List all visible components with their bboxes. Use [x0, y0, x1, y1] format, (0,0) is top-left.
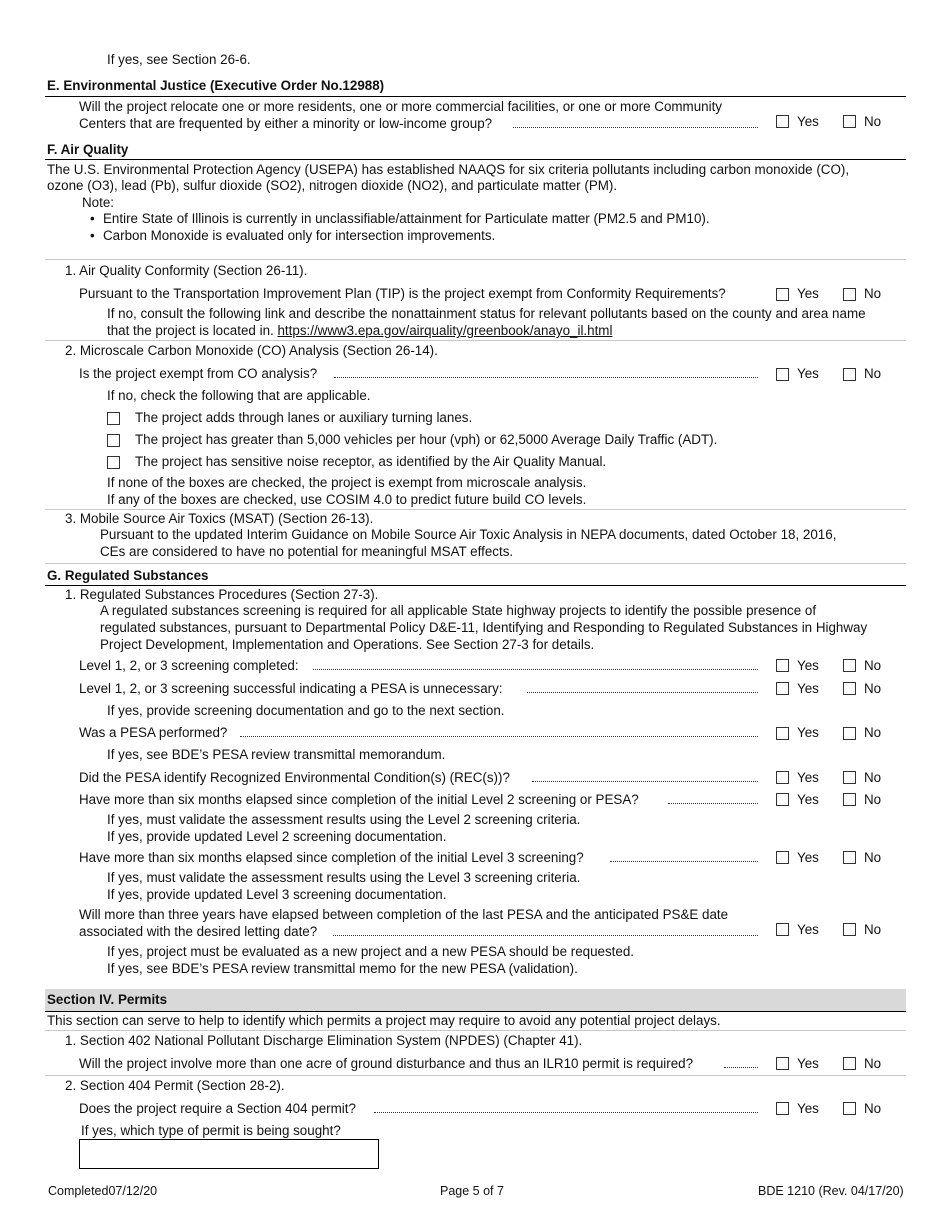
no-label: No: [864, 1056, 882, 1071]
footer-completed: [48, 1183, 157, 1199]
three-years-note-line1: If yes, project must be evaluated as a new project and a new PESA should be requested.: [107, 944, 635, 959]
conformity-note-text: that the project is located in.: [107, 323, 274, 338]
conformity-no-checkbox[interactable]: [843, 288, 856, 301]
level2-note-line2: If yes, provide updated Level 2 screening documentation.: [107, 829, 447, 844]
npdes-title: 1. Section 402 National Pollutant Discharge Elimination System (NPDES) (Chapter 41).: [65, 1033, 583, 1048]
dot-leader: [668, 803, 758, 804]
pesa-performed-no-checkbox[interactable]: [843, 727, 856, 740]
note-bullet-2: Carbon Monoxide is evaluated only for intersection improvements.: [103, 228, 496, 243]
reg-substances-line1: A regulated substances screening is required for all applicable State highway projects to identify the possible presence of: [100, 603, 817, 618]
greenbook-link[interactable]: https://www3.epa.gov/airquality/greenbook/anayo_il.html: [277, 323, 613, 338]
completed-date: 07/12/20: [108, 1184, 158, 1198]
section404-title: 2. Section 404 Permit (Section 28-2).: [65, 1078, 285, 1093]
level3-elapsed-yes-checkbox[interactable]: [776, 851, 789, 864]
no-label: No: [864, 792, 882, 807]
conformity-note-line1: If no, consult the following link and describe the nonattainment status for relevant pollutants based on the county and area name: [107, 306, 866, 321]
page-number: Page 5 of 7: [440, 1184, 504, 1198]
dot-leader: [724, 1067, 758, 1068]
yes-label: Yes: [797, 770, 819, 785]
yes-label: Yes: [797, 725, 819, 740]
rec-yes-checkbox[interactable]: [776, 771, 789, 784]
divider: [45, 509, 906, 510]
dot-leader: [513, 127, 758, 128]
pesa-performed-yes-checkbox[interactable]: [776, 727, 789, 740]
reg-substances-title: 1. Regulated Substances Procedures (Section 27-3).: [65, 587, 379, 602]
co-analysis-question: Is the project exempt from CO analysis?: [79, 366, 318, 381]
msat-line1: Pursuant to the updated Interim Guidance on Mobile Source Air Toxic Analysis in NEPA documents, dated October 18, 2016,: [100, 527, 837, 542]
yes-label: Yes: [797, 658, 819, 673]
air-quality-intro-line2: ozone (O3), lead (Pb), sulfur dioxide (SO2), nitrogen dioxide (NO2), and particulate matter (PM).: [47, 178, 618, 193]
screening-completed-yes-checkbox[interactable]: [776, 659, 789, 672]
divider: [45, 259, 906, 260]
divider: [45, 1030, 906, 1031]
permit-type-prompt: If yes, which type of permit is being sought?: [81, 1123, 341, 1138]
yes-label: Yes: [797, 850, 819, 865]
reg-substances-line3: Project Development, Implementation and Operations. See Section 27-3 for details.: [100, 637, 595, 652]
reg-substances-line2: regulated substances, pursuant to Departmental Policy D&E-11, Identifying and Responding to Regulated Substances in Highway: [100, 620, 868, 635]
no-label: No: [864, 1101, 882, 1116]
air-conformity-question: Pursuant to the Transportation Improvement Plan (TIP) is the project exempt from Conformity Requirements?: [79, 286, 726, 301]
co-option1-label: The project adds through lanes or auxiliary turning lanes.: [135, 410, 473, 425]
screening-successful-note: If yes, provide screening documentation and go to the next section.: [107, 703, 505, 718]
dot-leader: [334, 377, 758, 378]
level3-elapsed-question: Have more than six months elapsed since completion of the initial Level 3 screening?: [79, 850, 584, 865]
no-label: No: [864, 725, 882, 740]
yes-label: Yes: [797, 681, 819, 696]
no-label: No: [864, 922, 882, 937]
three-years-yes-checkbox[interactable]: [776, 923, 789, 936]
note-bullet-1: Entire State of Illinois is currently in unclassifiable/attainment for Particulate matter (PM2.5 and PM10).: [103, 211, 710, 226]
section-iv-title: Section IV. Permits: [47, 992, 168, 1007]
form-id: BDE 1210 (Rev. 04/17/20): [758, 1184, 904, 1198]
divider: [45, 340, 906, 341]
no-label: No: [864, 681, 882, 696]
co-check-intro: If no, check the following that are applicable.: [107, 388, 371, 403]
dot-leader: [374, 1112, 758, 1113]
section-iv-rule: [45, 1011, 906, 1012]
level3-note-line2: If yes, provide updated Level 3 screening documentation.: [107, 887, 447, 902]
bullet-icon: •: [90, 228, 95, 243]
section-iv-header-band: [45, 989, 906, 1011]
yes-label: Yes: [797, 922, 819, 937]
screening-successful-question: Level 1, 2, or 3 screening successful indicating a PESA is unnecessary:: [79, 681, 503, 696]
npdes-yes-checkbox[interactable]: [776, 1057, 789, 1070]
section-e-rule: [45, 96, 906, 97]
three-years-no-checkbox[interactable]: [843, 923, 856, 936]
section404-question: Does the project require a Section 404 permit?: [79, 1101, 356, 1116]
pesa-performed-question: Was a PESA performed?: [79, 725, 228, 740]
section-f-rule: [45, 159, 906, 160]
co-note-line2: If any of the boxes are checked, use COSIM 4.0 to predict future build CO levels.: [107, 492, 587, 507]
intro-line: If yes, see Section 26-6.: [107, 52, 251, 67]
screening-successful-yes-checkbox[interactable]: [776, 682, 789, 695]
co-option3-label: The project has sensitive noise receptor, as identified by the Air Quality Manual.: [135, 454, 607, 469]
dot-leader: [610, 861, 758, 862]
screening-completed-no-checkbox[interactable]: [843, 659, 856, 672]
yes-label: Yes: [797, 286, 819, 301]
pesa-performed-note: If yes, see BDE’s PESA review transmittal memorandum.: [107, 747, 446, 762]
dot-leader: [313, 669, 758, 670]
screening-completed-question: Level 1, 2, or 3 screening completed:: [79, 658, 299, 673]
note-label: Note:: [82, 195, 115, 210]
section-e-no-checkbox[interactable]: [843, 115, 856, 128]
conformity-yes-checkbox[interactable]: [776, 288, 789, 301]
co-option1-checkbox[interactable]: [107, 412, 120, 425]
co-no-checkbox[interactable]: [843, 368, 856, 381]
bullet-icon: •: [90, 211, 95, 226]
section-g-title: G. Regulated Substances: [47, 568, 209, 583]
permits-intro: This section can serve to help to identify which permits a project may require to avoid any potential project delays.: [47, 1013, 721, 1028]
no-label: No: [864, 658, 882, 673]
rec-no-checkbox[interactable]: [843, 771, 856, 784]
three-years-note-line2: If yes, see BDE’s PESA review transmittal memo for the new PESA (validation).: [107, 961, 578, 976]
no-label: No: [864, 770, 882, 785]
npdes-question: Will the project involve more than one acre of ground disturbance and thus an ILR10 permit is required?: [79, 1056, 694, 1071]
yes-label: Yes: [797, 1101, 819, 1116]
three-years-question-line1: Will more than three years have elapsed between completion of the last PESA and the anticipated PS&E date: [79, 907, 729, 922]
dot-leader: [240, 736, 758, 737]
no-label: No: [864, 366, 882, 381]
level2-note-line1: If yes, must validate the assessment results using the Level 2 screening criteria.: [107, 812, 581, 827]
screening-successful-no-checkbox[interactable]: [843, 682, 856, 695]
section-f-title: F. Air Quality: [47, 142, 129, 157]
section404-yes-checkbox[interactable]: [776, 1102, 789, 1115]
divider: [45, 1075, 906, 1076]
no-label: No: [864, 114, 882, 129]
permit-type-input[interactable]: [79, 1139, 379, 1169]
section-e-yes-checkbox[interactable]: [776, 115, 789, 128]
co-option2-label: The project has greater than 5,000 vehicles per hour (vph) or 62,5000 Average Daily Traffic (ADT).: [135, 432, 718, 447]
yes-label: Yes: [797, 114, 819, 129]
section-g-rule: [45, 585, 906, 586]
msat-line2: CEs are considered to have no potential for meaningful MSAT effects.: [100, 544, 514, 559]
co-note-line1: If none of the boxes are checked, the project is exempt from microscale analysis.: [107, 475, 587, 490]
level2-elapsed-no-checkbox[interactable]: [843, 793, 856, 806]
divider: [45, 563, 906, 564]
yes-label: Yes: [797, 366, 819, 381]
level3-note-line1: If yes, must validate the assessment results using the Level 3 screening criteria.: [107, 870, 581, 885]
section-e-question-line2: Centers that are frequented by either a minority or low-income group?: [79, 116, 493, 131]
dot-leader: [532, 781, 758, 782]
dot-leader: [527, 692, 758, 693]
co-yes-checkbox[interactable]: [776, 368, 789, 381]
co-analysis-title: 2. Microscale Carbon Monoxide (CO) Analysis (Section 26-14).: [65, 343, 438, 358]
npdes-no-checkbox[interactable]: [843, 1057, 856, 1070]
rec-question: Did the PESA identify Recognized Environmental Condition(s) (REC(s))?: [79, 770, 510, 785]
level2-elapsed-yes-checkbox[interactable]: [776, 793, 789, 806]
air-quality-intro-line1: The U.S. Environmental Protection Agency (USEPA) has established NAAQS for six criteria pollutants including carbon monoxide (CO),: [47, 162, 850, 177]
no-label: No: [864, 850, 882, 865]
section-e-title: E. Environmental Justice (Executive Order No.12988): [47, 78, 385, 93]
section404-no-checkbox[interactable]: [843, 1102, 856, 1115]
section-e-question-line1: Will the project relocate one or more residents, one or more commercial facilities, or one or more Community: [79, 99, 722, 114]
co-option3-checkbox[interactable]: [107, 456, 120, 469]
level2-elapsed-question: Have more than six months elapsed since completion of the initial Level 2 screening or PESA?: [79, 792, 639, 807]
air-conformity-title: 1. Air Quality Conformity (Section 26-11).: [65, 263, 308, 278]
completed-label: Completed: [48, 1184, 109, 1198]
msat-title: 3. Mobile Source Air Toxics (MSAT) (Section 26-13).: [65, 511, 374, 526]
no-label: No: [864, 286, 882, 301]
yes-label: Yes: [797, 1056, 819, 1071]
conformity-note-line2: [107, 323, 612, 339]
three-years-question-line2: associated with the desired letting date?: [79, 924, 318, 939]
co-option2-checkbox[interactable]: [107, 434, 120, 447]
level3-elapsed-no-checkbox[interactable]: [843, 851, 856, 864]
dot-leader: [333, 935, 758, 936]
yes-label: Yes: [797, 792, 819, 807]
